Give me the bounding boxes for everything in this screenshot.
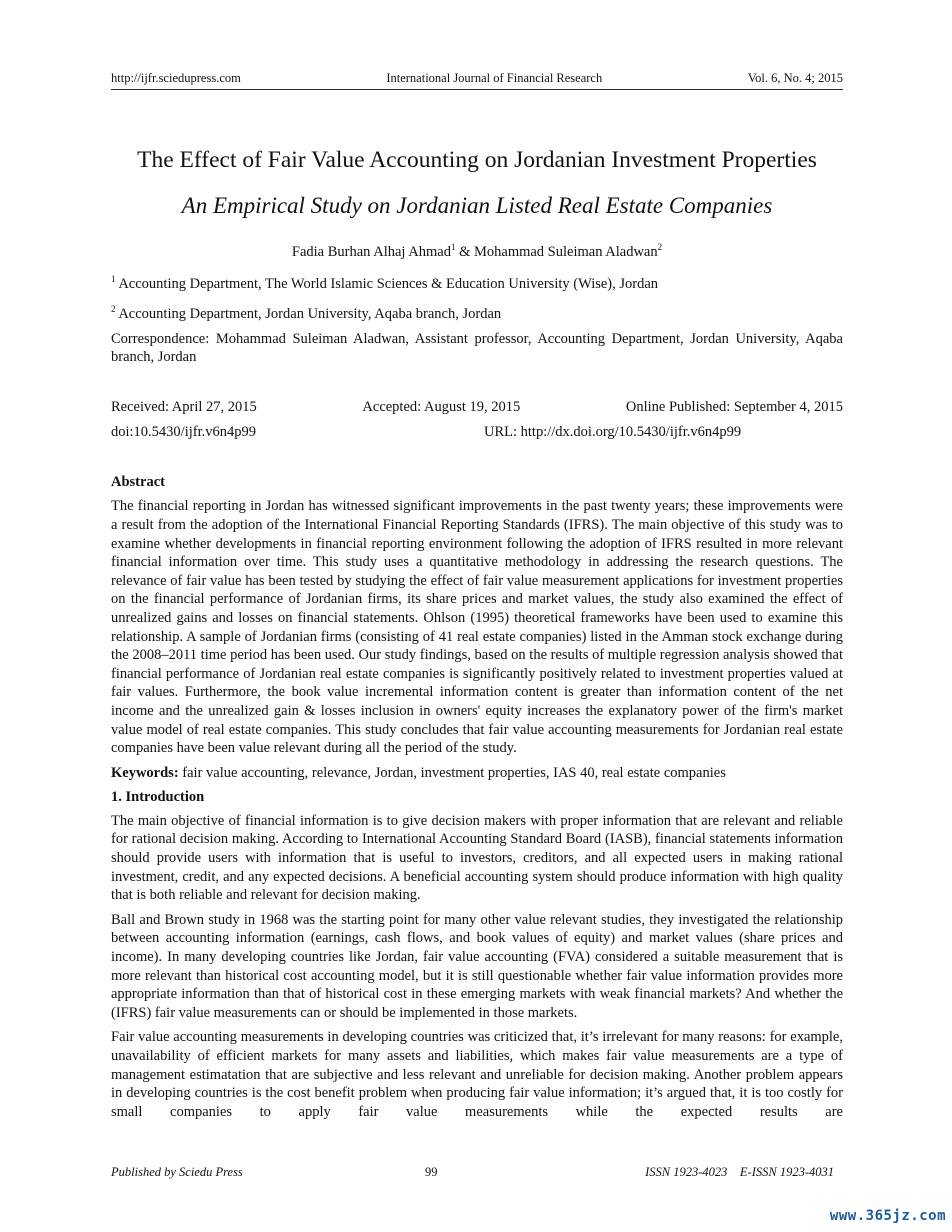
affiliation-2 [111,300,843,323]
paper-subtitle: An Empirical Study on Jordanian Listed Real Estate Companies [181,193,773,218]
received-date: Received: April 27, 2015 [111,399,257,416]
correspondence: Correspondence: Mohammad Suleiman Aladwan, Assistant professor, Accounting Department, Jordan University, Aqaba branch, Jordan [111,331,843,366]
author-2-affil-mark: 2 [657,242,663,252]
keywords-label: Keywords: [111,764,179,781]
affiliation-1-mark: 1 [111,273,116,284]
doi-row [111,423,843,441]
site-watermark: www.365jz.com [829,1208,946,1224]
affiliation-1 [111,270,843,293]
keywords-list: fair value accounting, relevance, Jordan, investment properties, IAS 40, real estate companies [178,764,726,781]
journal-url[interactable]: http://ijfr.sciedupress.com [111,71,241,85]
affiliation-2-text: Accounting Department, Jordan University, Aqaba branch, Jordan [115,305,502,322]
abstract-text: The financial reporting in Jordan has witnessed significant improvements in the past twenty years; these improvements were a result from the adoption of the International Financial Reporting Standards (IFRS). The main objective of this study was to examine whether developments in financial reporting environment following the adoption of IFRS resulted in more relevant financial information over time. This study uses a quantitative methodology in addressing the research questions. The relevance of fair value has been tested by studying the effect of fair value measurement applications for investment properties on the financial performance of Jordanian firms, its share prices and market values, the study also examined the effect of unrealized gains and losses on financial statements. Ohlson (1995) theoretical frameworks have been used to examine this relationship. A sample of Jordanian firms (consisting of 41 real estate companies) listed in the Amman stock exchange during the 2008–2011 time period has been used. Our study findings, based on the results of multiple regression analysis showed that financial performance of Jordanian real estate companies is significantly positively related to investment properties valued at fair values. Furthermore, the book value incremental information content is greater than information content of the net income and the unrealized gain & losses inclusion in owners' equity increases the explanatory power of the firm's market value model of real estate companies. This study concludes that fair value accounting measurements for Jordanian real estate companies have been value relevant during all the period of the study. [111,498,843,757]
author-line [111,238,843,261]
volume-info: Vol. 6, No. 4; 2015 [747,71,843,85]
journal-name: International Journal of Financial Research [386,71,603,85]
doi-url[interactable]: URL: http://dx.doi.org/10.5430/ijfr.v6n4p99 [484,424,742,441]
running-header [111,70,843,90]
author-1-affil-mark: 1 [450,242,456,252]
keywords [111,764,843,782]
page-footer [111,1164,843,1180]
paper-page [111,70,843,1121]
intro-paragraph-3: Fair value accounting measurements in developing countries was criticized that, it’s irrelevant for many reasons: for example, unavailability of efficient markets for many assets and liabilities, which makes fair value measurements are a type of management estimatation that are subjective and less relevant and unreliable for decision making. Another problem appears in developing countries is the cost benefit problem when producing fair value information; it’s argued that, it is too costly for small companies to apply fair value measurements while the expected results are [111,1029,843,1120]
section-heading-introduction: 1. Introduction [111,788,205,805]
publication-dates [111,398,843,416]
page-number: 99 [425,1165,438,1179]
author-2: Mohammad Suleiman Aladwan [473,243,658,260]
intro-paragraph-1: The main objective of financial information is to give decision makers with proper information that are relevant and reliable for rational decision making. According to International Accounting Standard Board (IASB), financial statements information should provide users with information that is useful to investors, creditors, and all expected users in making rational investment, credit, and any expected decisions. A beneficial accounting system should produce information with high quality that is both reliable and relevant for decision making. [111,812,843,904]
affiliation-1-text: Accounting Department, The World Islamic Sciences & Education University (Wise), Jordan [115,275,659,292]
accepted-date: Accepted: August 19, 2015 [362,399,521,416]
abstract-heading: Abstract [111,474,165,491]
issn: ISSN 1923-4023 E-ISSN 1923-4031 [645,1165,834,1179]
publisher: Published by Sciedu Press [111,1165,243,1179]
affiliation-2-mark: 2 [111,303,116,314]
doi: doi:10.5430/ijfr.v6n4p99 [111,424,256,441]
intro-paragraph-2: Ball and Brown study in 1968 was the starting point for many other value relevant studies, they investigated the relationship between accounting information (earnings, cash flows, and book values of equity) and market values (share prices and income). In many developing countries like Jordan, fair value accounting (FVA) considered a suitable measurement that is more relevant than historical cost accounting model, but it is still questionable whether fair value information provides more appropriate information than that of historical cost in these emerging markets with weak financial markets? And whether the (IFRS) fair value measurements can or should be implemented in those markets. [111,911,843,1021]
author-1: Fadia Burhan Alhaj Ahmad [291,243,451,260]
paper-title: The Effect of Fair Value Accounting on Jordanian Investment Properties [137,147,817,173]
author-joiner: & [455,243,474,260]
published-date: Online Published: September 4, 2015 [625,399,843,416]
